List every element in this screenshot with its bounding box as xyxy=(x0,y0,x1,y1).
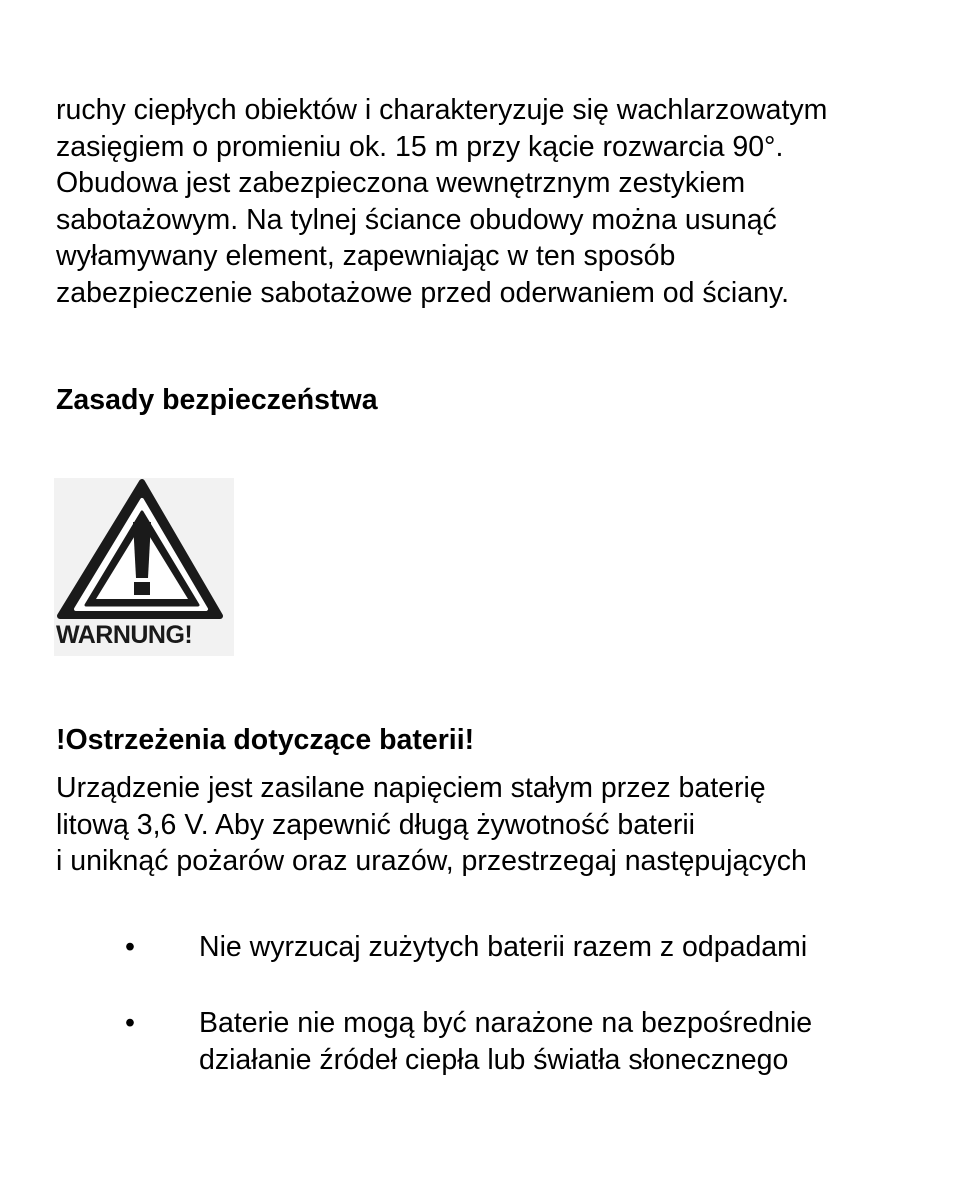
intro-line: ruchy ciepłych obiektów i charakteryzuje się wachlarzowatym xyxy=(56,94,828,126)
intro-line: wyłamywany element, zapewniając w ten sposób xyxy=(56,240,676,273)
warning-sign xyxy=(54,478,234,656)
intro-line: Obudowa jest zabezpieczona wewnętrznym zestykiem xyxy=(56,167,746,200)
bullet-line: działanie źródeł ciepła lub światła słonecznego xyxy=(199,1043,789,1076)
battery-intro-line: i uniknąć pożarów oraz urazów, przestrzegaj następujących xyxy=(56,845,807,878)
bullet-icon: • xyxy=(125,1007,135,1039)
battery-warnings-heading: !Ostrzeżenia dotyczące baterii! xyxy=(56,724,475,756)
battery-intro-paragraph xyxy=(56,770,936,880)
bullet-line: Nie wyrzucaj zużytych baterii razem z odpadami xyxy=(199,931,808,963)
bullet-line: Baterie nie mogą być narażone na bezpośrednie xyxy=(199,1007,813,1039)
intro-line: zabezpieczenie sabotażowe przed oderwaniem od ściany. xyxy=(56,276,789,309)
warning-label: WARNUNG! xyxy=(56,621,193,649)
intro-line: sabotażowym. Na tylnej ściance obudowy można usunąć xyxy=(56,203,777,236)
warning-triangle-icon xyxy=(54,478,234,628)
battery-intro-line: litową 3,6 V. Aby zapewnić długą żywotność baterii xyxy=(56,808,695,841)
bullet-icon: • xyxy=(125,931,135,963)
intro-paragraph xyxy=(56,92,936,312)
battery-intro-line: Urządzenie jest zasilane napięciem stałym przez baterię xyxy=(56,772,766,804)
safety-heading: Zasady bezpieczeństwa xyxy=(56,384,378,416)
bullet-text xyxy=(199,929,939,966)
bullet-text xyxy=(199,1005,939,1078)
intro-line: zasięgiem o promieniu ok. 15 m przy kącie rozwarcia 90°. xyxy=(56,130,784,163)
